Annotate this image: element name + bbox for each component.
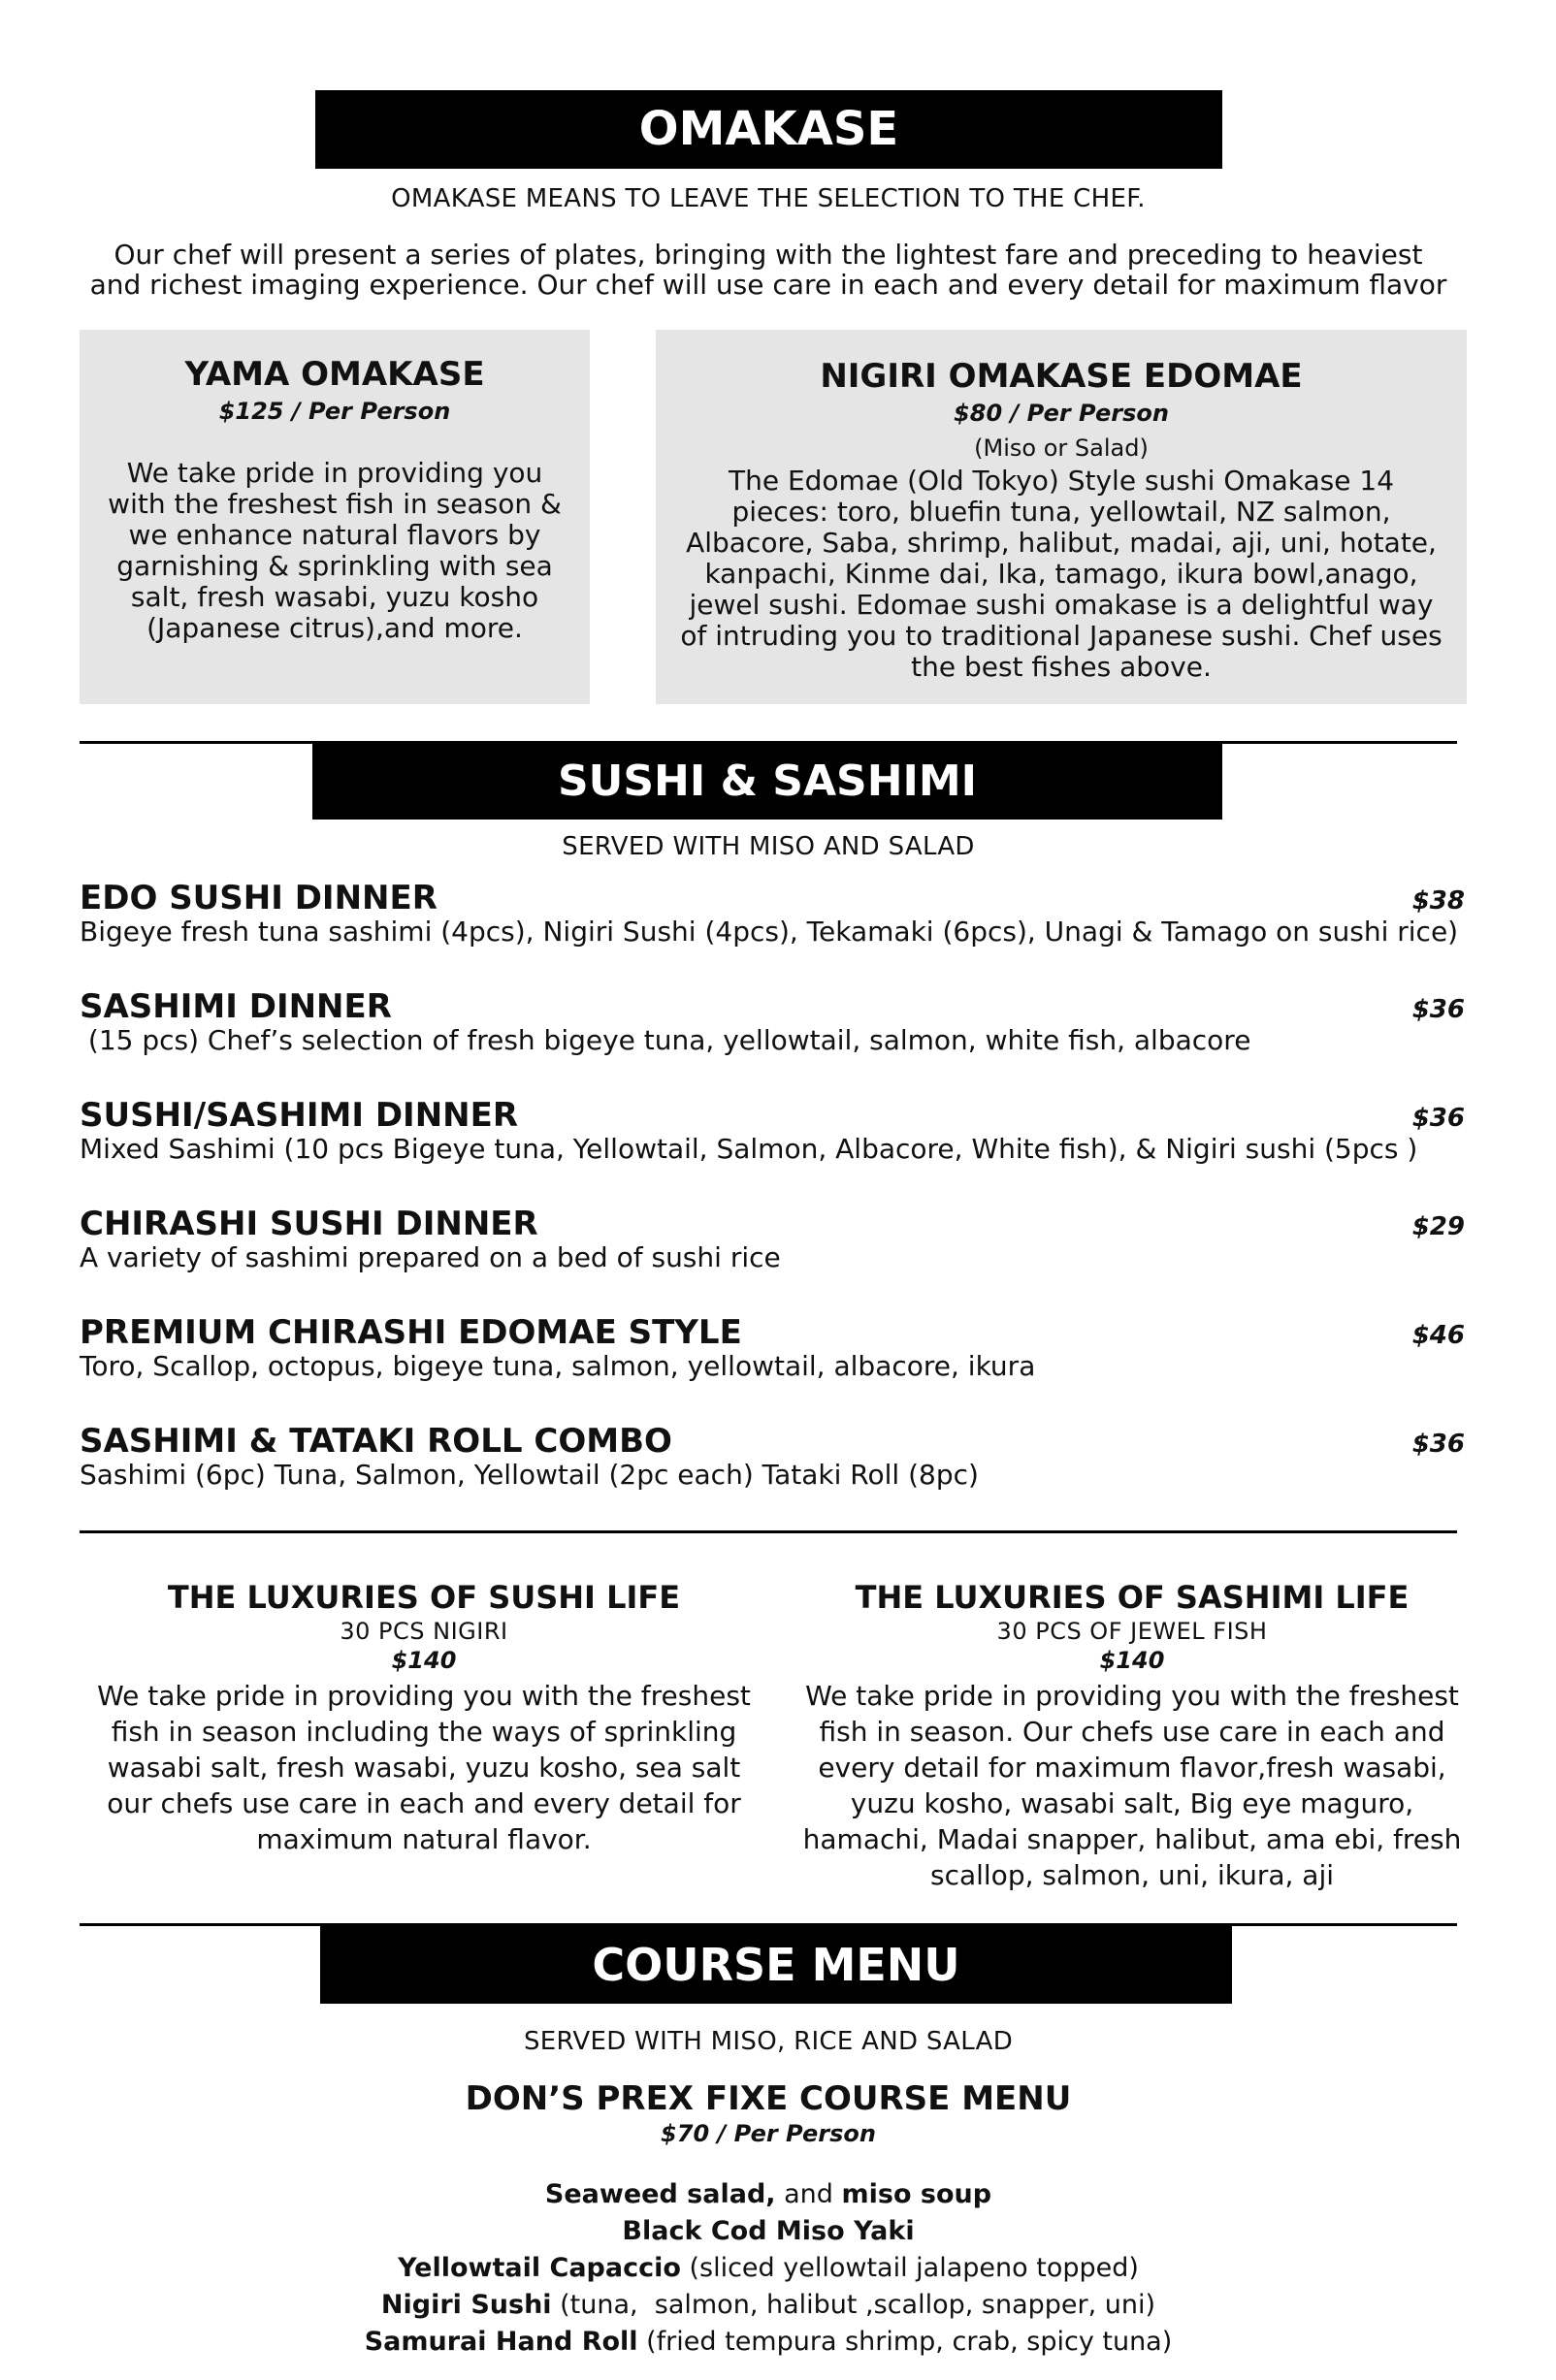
course-item-detail: (sliced yellowtail jalapeno topped) (680, 2253, 1139, 2283)
menu-item-name: CHIRASHI SUSHI DINNER (80, 1205, 538, 1243)
menu-item-price: $38 (1411, 886, 1465, 916)
yama-omakase-price: $125 / Per Person (218, 398, 451, 425)
omakase-banner (315, 90, 1222, 169)
luxuries-sashimi-price: $140 (1099, 1647, 1165, 1674)
omakase-intro: Our chef will present a series of plates, bringing with the lightest fare and preceding to heaviest and richest imaging experience. Our chef will use care in each and every detail for maximum flavor (89, 239, 1447, 301)
course-item (80, 2250, 1457, 2287)
course-item-joiner: and (775, 2179, 842, 2209)
divider (80, 1530, 1457, 1533)
course-menu-list (80, 2176, 1457, 2361)
course-item-name: Yellowtail Capaccio (398, 2253, 681, 2283)
luxuries-sashimi-desc: We take pride in providing you with the freshest fish in season. Our chefs use care in each and every detail for maximum flavor,fresh wasabi, yuzu kosho, wasabi salt, Big eye maguro, hamachi, Madai snapper, halibut, ama ebi, fresh scallop, salmon, uni, ikura, aji (802, 1680, 1462, 1891)
luxuries-sushi-sub: 30 PCS NIGIRI (340, 1618, 508, 1645)
luxuries-sashimi-sub: 30 PCS OF JEWEL FISH (996, 1618, 1268, 1645)
yama-omakase-box (80, 330, 590, 704)
menu-item-desc: Toro, Scallop, octopus, bigeye tuna, salmon, yellowtail, albacore, ikura (80, 1350, 1036, 1382)
course-item-name: Black Cod Miso Yaki (622, 2216, 915, 2246)
menu-item-price: $36 (1411, 1430, 1465, 1459)
menu-item-name: SASHIMI DINNER (80, 987, 392, 1026)
yama-omakase-title: YAMA OMAKASE (184, 355, 485, 394)
course-item-name: Seaweed salad, (544, 2179, 776, 2209)
menu-item-name: SASHIMI & TATAKI ROLL COMBO (80, 1422, 672, 1461)
menu-item-price: $36 (1411, 1104, 1465, 1133)
luxuries-sushi-desc: We take pride in providing you with the freshest fish in season including the ways of sprinkling wasabi salt, fresh wasabi, yuzu kosho, sea salt our chefs use care in each and every detail for maximum natural flavor. (97, 1680, 751, 1855)
nigiri-omakase-title: NIGIRI OMAKASE EDOMAE (820, 357, 1303, 396)
sushi-sashimi-heading: SUSHI & SASHIMI (557, 756, 978, 806)
menu-item-desc: (15 pcs) Chef’s selection of fresh bigeye tuna, yellowtail, salmon, white fish, albacore (80, 1024, 1251, 1056)
menu-item-desc: Bigeye fresh tuna sashimi (4pcs), Nigiri Sushi (4pcs), Tekamaki (6pcs), Unagi & Tamago on sushi rice) (80, 916, 1459, 948)
omakase-tagline: OMAKASE MEANS TO LEAVE THE SELECTION TO THE CHEF. (391, 184, 1146, 213)
course-menu-subtitle: SERVED WITH MISO, RICE AND SALAD (523, 2027, 1014, 2056)
yama-omakase-desc: We take pride in providing you with the freshest fish in season & we enhance natural flavors by garnishing & sprinkling with sea salt, fresh wasabi, yuzu kosho (Japanese citrus),and more. (108, 457, 562, 644)
menu-item-price: $36 (1411, 995, 1465, 1024)
nigiri-omakase-box (656, 330, 1467, 704)
nigiri-omakase-price: $80 / Per Person (954, 400, 1169, 427)
course-item (80, 2287, 1457, 2324)
luxuries-sushi-section (80, 1579, 768, 1857)
nigiri-omakase-note: (Miso or Salad) (974, 434, 1149, 462)
sushi-sashimi-subtitle: SERVED WITH MISO AND SALAD (562, 832, 975, 861)
luxuries-sashimi-section (797, 1579, 1467, 1893)
menu-item-name: PREMIUM CHIRASHI EDOMAE STYLE (80, 1313, 742, 1352)
menu-item-desc: Mixed Sashimi (10 pcs Bigeye tuna, Yellowtail, Salmon, Albacore, White fish), & Nigiri sushi (5pcs ) (80, 1133, 1418, 1165)
course-menu-title: DON’S PREX FIXE COURSE MENU (465, 2079, 1072, 2118)
menu-item-desc: A variety of sashimi prepared on a bed of sushi rice (80, 1241, 781, 1273)
course-item-name: Samurai Hand Roll (364, 2327, 638, 2357)
sushi-sashimi-banner (312, 744, 1222, 820)
course-item-detail: (fried tempura shrimp, crab, spicy tuna) (637, 2327, 1173, 2357)
course-item-name: miso soup (841, 2179, 992, 2209)
menu-item-desc: Sashimi (6pc) Tuna, Salmon, Yellowtail (2pc each) Tataki Roll (8pc) (80, 1459, 979, 1491)
menu-item-price: $29 (1411, 1212, 1465, 1241)
menu-item-name: EDO SUSHI DINNER (80, 879, 438, 917)
menu-item-price: $46 (1411, 1321, 1465, 1350)
course-item (80, 2324, 1457, 2361)
luxuries-sashimi-title: THE LUXURIES OF SASHIMI LIFE (855, 1579, 1410, 1616)
course-item-detail: (tuna, salmon, halibut ,scallop, snapper, uni) (551, 2290, 1156, 2320)
course-item (80, 2176, 1457, 2213)
menu-item-name: SUSHI/SASHIMI DINNER (80, 1096, 519, 1135)
omakase-heading: OMAKASE (638, 102, 899, 156)
nigiri-omakase-desc: The Edomae (Old Tokyo) Style sushi Omakase 14 pieces: toro, bluefin tuna, yellowtail, NZ salmon, Albacore, Saba, shrimp, halibut, madai, aji, uni, hotate, kanpachi, Kinme dai, Ika, tamago, ikura bowl,anago, jewel sushi. Edomae sushi omakase is a delightful way of intruding you to traditional Japanese sushi. Chef uses the best fishes above. (680, 465, 1443, 683)
course-menu-banner (320, 1926, 1232, 2004)
course-item-name: Nigiri Sushi (380, 2290, 552, 2320)
course-menu-heading: COURSE MENU (592, 1939, 960, 1991)
course-item (80, 2213, 1457, 2250)
course-menu-price: $70 / Per Person (661, 2120, 876, 2147)
luxuries-sushi-price: $140 (391, 1647, 457, 1674)
luxuries-sushi-title: THE LUXURIES OF SUSHI LIFE (167, 1579, 681, 1616)
